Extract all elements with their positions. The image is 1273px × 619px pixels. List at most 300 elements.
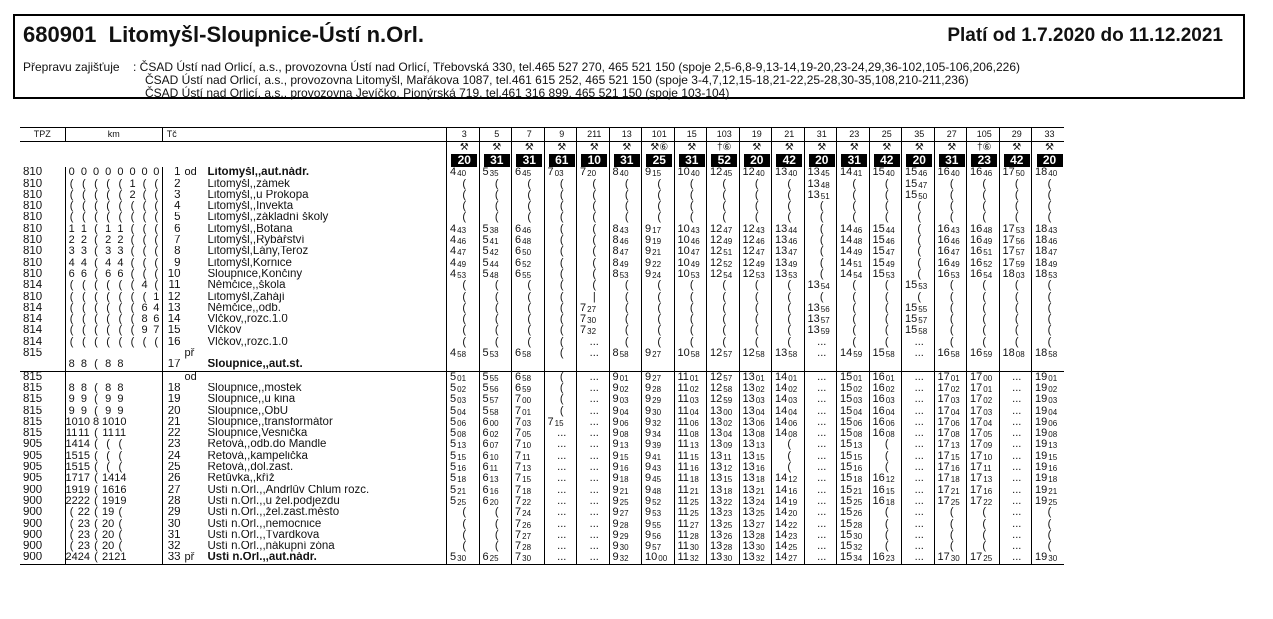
tc-cell: 12 bbox=[163, 292, 183, 303]
km-cell: ( bbox=[94, 495, 98, 507]
minutes: 25 bbox=[983, 554, 993, 564]
departure-time: $12_{59}$ bbox=[707, 394, 740, 405]
km-cell: 2 bbox=[129, 189, 136, 201]
km-cell: ( bbox=[106, 336, 110, 348]
minutes: 47 bbox=[1048, 248, 1058, 258]
trip-day-code: 20 bbox=[1037, 154, 1063, 167]
stop-name: Sloupnice,,mostek bbox=[207, 382, 302, 394]
km-cell: 14 bbox=[102, 473, 115, 485]
departure-time: ( bbox=[609, 325, 642, 336]
trip-day-code: 25 bbox=[646, 154, 672, 167]
departure-time: $13_{16}$ bbox=[739, 462, 772, 473]
carrier-label: Přepravu zajišťuje bbox=[23, 60, 120, 74]
minutes: 58 bbox=[522, 350, 532, 360]
departure-time: $14_{16}$ bbox=[772, 485, 805, 496]
departure-time: ( bbox=[674, 280, 707, 291]
departure-time: $17_{02}$ bbox=[934, 383, 967, 394]
departure-time: $9_{27}$ bbox=[609, 507, 642, 518]
km-cell: ( bbox=[65, 337, 78, 348]
minutes: 25 bbox=[853, 497, 863, 507]
timetable bbox=[20, 127, 1064, 565]
km-cell: 8 bbox=[105, 359, 112, 371]
minutes: 15 bbox=[457, 452, 467, 462]
departure-time: ( bbox=[544, 394, 577, 405]
departure-time bbox=[544, 359, 577, 371]
tc-cell: 18 bbox=[163, 383, 183, 394]
km-cell: 3 bbox=[80, 246, 87, 258]
departure-time: ( bbox=[934, 292, 967, 303]
minutes: 30 bbox=[689, 543, 699, 553]
minutes: 48 bbox=[652, 486, 662, 496]
km-cell: ( bbox=[65, 519, 78, 530]
km-cell: ( bbox=[142, 235, 147, 247]
trip-day-cell bbox=[772, 153, 805, 167]
departure-time: ... bbox=[804, 519, 837, 530]
departure-time: ( bbox=[739, 190, 772, 201]
departure-time: $15_{16}$ bbox=[837, 462, 870, 473]
departure-time bbox=[674, 359, 707, 371]
departure-time: $11_{15}$ bbox=[674, 451, 707, 462]
departure-time: $19_{04}$ bbox=[1032, 406, 1065, 417]
stop-name: Litomyšl,,aut.nádr. bbox=[207, 167, 310, 179]
km-cell: ( bbox=[118, 450, 123, 462]
departure-time: $13_{04}$ bbox=[739, 406, 772, 417]
departure-time: ( bbox=[967, 507, 1000, 518]
departure-time: $14_{46}$ bbox=[837, 224, 870, 235]
departure-time: ( bbox=[934, 541, 967, 552]
departure-time: ( bbox=[804, 235, 837, 246]
minutes: 50 bbox=[1015, 169, 1025, 179]
minutes: 15 bbox=[652, 169, 662, 179]
departure-time: $19_{13}$ bbox=[1032, 439, 1065, 450]
arr-dep-sign: od bbox=[184, 167, 197, 179]
km-cell: 14 bbox=[65, 439, 78, 451]
stop-name: Litomyšl,,základní školy bbox=[207, 212, 329, 224]
trip-day-code: 31 bbox=[516, 154, 542, 167]
tc-cell: 11 bbox=[163, 280, 183, 291]
minutes: 01 bbox=[788, 373, 798, 383]
km-cell: 20 bbox=[102, 541, 115, 553]
km-cell: ( bbox=[142, 268, 147, 280]
trip-mark-icon: ⚒ bbox=[1032, 142, 1065, 154]
minutes: 16 bbox=[853, 464, 863, 474]
departure-time: ( bbox=[837, 337, 870, 348]
minutes: 06 bbox=[788, 418, 798, 428]
minutes: 02 bbox=[788, 384, 798, 394]
tpz-cell: 810 bbox=[23, 178, 43, 190]
minutes: 19 bbox=[788, 497, 798, 507]
km-cell bbox=[139, 406, 151, 417]
departure-time: $11_{30}$ bbox=[674, 541, 707, 552]
departure-time: $10_{00}$ bbox=[642, 552, 675, 564]
departure-time: ... bbox=[999, 473, 1032, 484]
departure-time: ( bbox=[967, 541, 1000, 552]
departure-time: $10_{53}$ bbox=[674, 269, 707, 280]
km-cell: ( bbox=[142, 212, 147, 224]
tpz-cell: 815 bbox=[23, 382, 43, 394]
departure-time: ( bbox=[999, 325, 1032, 336]
stop-name: Litomyšl,,Botana bbox=[207, 223, 293, 235]
tpz-cell: 815 bbox=[23, 394, 43, 406]
minutes: 27 bbox=[587, 304, 597, 314]
departure-time: $5_{18}$ bbox=[447, 473, 480, 484]
arr-dep-sign bbox=[183, 394, 205, 405]
trip-mark-icon: ⚒ bbox=[544, 142, 577, 154]
minutes: 27 bbox=[755, 520, 765, 530]
minutes: 57 bbox=[1015, 248, 1025, 258]
km-cell: ( bbox=[142, 178, 147, 190]
minutes: 08 bbox=[457, 430, 467, 440]
departure-time: $15_{15}$ bbox=[837, 451, 870, 462]
km-cell: 19 bbox=[65, 484, 78, 496]
departure-time: ( bbox=[512, 292, 545, 303]
departure-time: $9_{08}$ bbox=[609, 428, 642, 439]
departure-time: ( bbox=[739, 292, 772, 303]
minutes: 42 bbox=[489, 248, 499, 258]
km-cell: ( bbox=[130, 336, 135, 348]
departure-time: $5_{04}$ bbox=[447, 406, 480, 417]
minutes: 25 bbox=[489, 554, 499, 564]
minutes: 48 bbox=[983, 225, 993, 235]
minutes: 25 bbox=[619, 497, 629, 507]
tc-cell bbox=[163, 371, 183, 383]
arr-dep-sign bbox=[183, 224, 205, 235]
km-cell: ( bbox=[82, 280, 86, 292]
departure-time: ... bbox=[544, 485, 577, 496]
trip-day-code: 61 bbox=[549, 154, 575, 167]
departure-time: ( bbox=[642, 314, 675, 325]
tc-cell: 33 bbox=[163, 552, 183, 564]
km-cell: ( bbox=[94, 223, 98, 235]
km-cell bbox=[127, 507, 139, 518]
departure-time: ( bbox=[447, 519, 480, 530]
trip-day-cell bbox=[544, 153, 577, 167]
departure-time: ( bbox=[544, 190, 577, 201]
km-cell bbox=[139, 383, 151, 394]
km-cell bbox=[127, 439, 139, 450]
departure-time: ... bbox=[999, 541, 1032, 552]
km-cell: 17 bbox=[77, 473, 90, 485]
minutes: 18 bbox=[755, 475, 765, 485]
tc-cell: 5 bbox=[163, 212, 183, 223]
departure-time: $17_{03}$ bbox=[967, 406, 1000, 417]
km-cell: 23 bbox=[77, 541, 90, 553]
departure-time: ( bbox=[577, 246, 610, 257]
departure-time: ( bbox=[772, 314, 805, 325]
trip-day-cell bbox=[739, 153, 772, 167]
departure-time: $10_{47}$ bbox=[674, 246, 707, 257]
departure-time: ... bbox=[999, 406, 1032, 417]
departure-time: ( bbox=[999, 337, 1032, 348]
km-cell: ( bbox=[82, 302, 86, 314]
departure-time: $11_{16}$ bbox=[674, 462, 707, 473]
departure-time: ( bbox=[1032, 190, 1065, 201]
minutes: 53 bbox=[690, 270, 700, 280]
tpz-cell: 810 bbox=[23, 201, 43, 213]
departure-time: $6_{20}$ bbox=[479, 496, 512, 507]
departure-time: ( bbox=[674, 337, 707, 348]
departure-time: ... bbox=[804, 394, 837, 405]
departure-time: $7_{03}$ bbox=[544, 167, 577, 178]
departure-time: ( bbox=[999, 292, 1032, 303]
departure-time: $9_{43}$ bbox=[642, 462, 675, 473]
minutes: 08 bbox=[1015, 350, 1025, 360]
trip-day-cell bbox=[967, 153, 1000, 167]
tpz-cell: 815 bbox=[23, 405, 43, 417]
departure-time: ... bbox=[577, 348, 610, 359]
departure-time: ( bbox=[479, 303, 512, 314]
km-cell: ( bbox=[82, 201, 86, 213]
departure-time: ... bbox=[902, 439, 935, 450]
minutes: 26 bbox=[522, 520, 532, 530]
departure-time: $12_{52}$ bbox=[707, 258, 740, 269]
departure-time: $12_{46}$ bbox=[739, 235, 772, 246]
minutes: 30 bbox=[950, 554, 960, 564]
departure-time: $13_{30}$ bbox=[707, 552, 740, 564]
minutes: 11 bbox=[489, 464, 498, 474]
departure-time: ( bbox=[934, 201, 967, 212]
departure-time: $12_{58}$ bbox=[739, 348, 772, 359]
km-cell: ( bbox=[94, 257, 98, 269]
departure-time: $5_{38}$ bbox=[479, 224, 512, 235]
km-cell: ( bbox=[154, 189, 159, 201]
departure-time: ( bbox=[739, 212, 772, 223]
km-cell bbox=[127, 417, 139, 428]
departure-time: ( bbox=[1032, 519, 1065, 530]
departure-time: $16_{47}$ bbox=[934, 246, 967, 257]
tpz-cell bbox=[20, 359, 65, 371]
departure-time: ( bbox=[739, 303, 772, 314]
departure-time: ( bbox=[837, 179, 870, 190]
departure-time bbox=[772, 359, 805, 371]
minutes: 50 bbox=[522, 248, 532, 258]
departure-time: ... bbox=[577, 417, 610, 428]
minutes: 59 bbox=[522, 384, 532, 394]
stop-name bbox=[205, 371, 447, 383]
departure-time: ( bbox=[902, 235, 935, 246]
departure-time: $6_{02}$ bbox=[479, 428, 512, 439]
table-row bbox=[20, 224, 1064, 235]
km-cell: ( bbox=[106, 291, 110, 303]
km-cell: ( bbox=[94, 541, 98, 553]
trip-day-cell bbox=[902, 153, 935, 167]
table-row bbox=[20, 212, 1064, 223]
minutes: 06 bbox=[1048, 418, 1058, 428]
departure-time: $4_{46}$ bbox=[447, 235, 480, 246]
minutes: 28 bbox=[723, 543, 733, 553]
minutes: 13 bbox=[619, 441, 629, 451]
departure-time: ( bbox=[479, 201, 512, 212]
km-cell: ( bbox=[154, 212, 159, 224]
table-row bbox=[20, 530, 1064, 541]
departure-time: $18_{08}$ bbox=[999, 348, 1032, 359]
table-row bbox=[20, 473, 1064, 484]
km-cell: 19 bbox=[102, 495, 115, 507]
departure-time: ... bbox=[577, 394, 610, 405]
departure-time: $9_{19}$ bbox=[642, 235, 675, 246]
departure-time: $7_{30}$ bbox=[512, 552, 545, 564]
departure-time: $17_{01}$ bbox=[967, 383, 1000, 394]
arr-dep-sign bbox=[183, 383, 205, 394]
km-cell: 19 bbox=[114, 495, 127, 507]
minutes: 43 bbox=[755, 225, 765, 235]
km-cell: 23 bbox=[77, 529, 90, 541]
minutes: 01 bbox=[457, 373, 467, 383]
departure-time: $7_{22}$ bbox=[512, 496, 545, 507]
minutes: 49 bbox=[1048, 259, 1058, 269]
departure-time bbox=[869, 359, 902, 371]
trip-number: 21 bbox=[772, 128, 805, 142]
minutes: 53 bbox=[755, 270, 765, 280]
minutes: 34 bbox=[652, 430, 662, 440]
departure-time: $6_{50}$ bbox=[512, 246, 545, 257]
km-cell: 15 bbox=[77, 462, 90, 474]
departure-time: ( bbox=[934, 519, 967, 530]
departure-time: $4_{49}$ bbox=[447, 258, 480, 269]
departure-time: $19_{01}$ bbox=[1032, 371, 1065, 383]
table-row bbox=[20, 428, 1064, 439]
departure-time: ( bbox=[869, 507, 902, 518]
departure-time: $14_{04}$ bbox=[772, 406, 805, 417]
km-cell bbox=[127, 462, 139, 473]
departure-time: $11_{02}$ bbox=[674, 383, 707, 394]
departure-time: $11_{01}$ bbox=[674, 371, 707, 383]
departure-time: $13_{28}$ bbox=[707, 541, 740, 552]
departure-time: ( bbox=[447, 212, 480, 223]
departure-time: $11_{25}$ bbox=[674, 496, 707, 507]
departure-time: ... bbox=[902, 348, 935, 359]
departure-time: ( bbox=[674, 212, 707, 223]
departure-time: $6_{55}$ bbox=[512, 269, 545, 280]
km-cell: 8 bbox=[105, 382, 112, 394]
tpz-cell: 814 bbox=[23, 280, 43, 292]
departure-time bbox=[1032, 359, 1065, 371]
departure-time: ... bbox=[804, 371, 837, 383]
table-row bbox=[20, 359, 1064, 371]
minutes: 46 bbox=[619, 237, 629, 247]
km-cell: ( bbox=[106, 450, 110, 462]
stop-name: Ústí n.Orl.,,u žel.podjezdu bbox=[207, 495, 340, 507]
km-cell: 0 bbox=[65, 167, 78, 178]
departure-time: $14_{22}$ bbox=[772, 519, 805, 530]
minutes: 53 bbox=[885, 270, 895, 280]
minutes: 49 bbox=[950, 259, 960, 269]
departure-time: $19_{18}$ bbox=[1032, 473, 1065, 484]
km-cell: 8 bbox=[80, 359, 87, 371]
minutes: 30 bbox=[1048, 554, 1058, 564]
minutes: 03 bbox=[755, 396, 765, 406]
departure-time: $9_{15}$ bbox=[609, 451, 642, 462]
stop-name: Sloupnice,,aut.st. bbox=[207, 359, 303, 371]
minutes: 57 bbox=[489, 396, 499, 406]
departure-time: ( bbox=[544, 280, 577, 291]
departure-time: $13_{15}$ bbox=[739, 451, 772, 462]
minutes: 53 bbox=[457, 270, 467, 280]
departure-time: ( bbox=[869, 451, 902, 462]
trip-day-cell bbox=[609, 153, 642, 167]
departure-time: ( bbox=[772, 439, 805, 450]
departure-time: $15_{47}$ bbox=[869, 246, 902, 257]
trip-number: 25 bbox=[869, 128, 902, 142]
departure-time: $9_{06}$ bbox=[609, 417, 642, 428]
departure-time: $13_{23}$ bbox=[707, 507, 740, 518]
departure-time: ... bbox=[902, 428, 935, 439]
minutes: 45 bbox=[723, 169, 733, 179]
km-cell: 0 bbox=[80, 167, 87, 179]
km-cell bbox=[78, 348, 90, 359]
minutes: 02 bbox=[885, 384, 895, 394]
table-row bbox=[20, 179, 1064, 190]
km-cell bbox=[139, 507, 151, 518]
departure-time: ( bbox=[707, 337, 740, 348]
minutes: 56 bbox=[820, 304, 830, 314]
departure-time: $15_{34}$ bbox=[837, 552, 870, 564]
km-cell: ( bbox=[118, 189, 123, 201]
trip-number: 33 bbox=[1032, 128, 1065, 142]
departure-time: ... bbox=[999, 371, 1032, 383]
departure-time: ... bbox=[804, 451, 837, 462]
departure-time: ... bbox=[902, 371, 935, 383]
tpz-cell: 810 bbox=[23, 291, 43, 303]
minutes: 15 bbox=[723, 475, 733, 485]
departure-time: $9_{01}$ bbox=[609, 371, 642, 383]
departure-time: ( bbox=[934, 280, 967, 291]
km-cell: 24 bbox=[77, 552, 90, 564]
departure-time: $14_{01}$ bbox=[772, 371, 805, 383]
departure-time: $16_{52}$ bbox=[967, 258, 1000, 269]
departure-time: $14_{19}$ bbox=[772, 496, 805, 507]
departure-time: ( bbox=[577, 224, 610, 235]
km-cell: ( bbox=[94, 189, 98, 201]
km-cell: 22 bbox=[65, 495, 78, 507]
departure-time: ( bbox=[707, 325, 740, 336]
tc-cell: 14 bbox=[163, 314, 183, 325]
minutes: 13 bbox=[755, 441, 765, 451]
minutes: 02 bbox=[950, 384, 960, 394]
departure-time: $13_{54}$ bbox=[804, 280, 837, 291]
km-cell: ( bbox=[154, 246, 159, 258]
km-cell bbox=[151, 383, 163, 394]
arr-dep-sign bbox=[183, 212, 205, 223]
line-number: 680901 bbox=[23, 22, 97, 47]
departure-time: $15_{30}$ bbox=[837, 530, 870, 541]
departure-time: ... bbox=[902, 507, 935, 518]
departure-time: $13_{26}$ bbox=[707, 530, 740, 541]
minutes: 18 bbox=[689, 475, 699, 485]
km-cell: ( bbox=[154, 235, 159, 247]
departure-time: $16_{49}$ bbox=[934, 258, 967, 269]
trip-day-code: 42 bbox=[874, 154, 900, 167]
tpz-cell: 810 bbox=[23, 246, 43, 258]
km-cell bbox=[127, 541, 139, 552]
km-cell: ( bbox=[154, 257, 159, 269]
km-cell: ( bbox=[94, 439, 98, 451]
tpz-cell: 815 bbox=[20, 371, 65, 383]
km-cell: 9 bbox=[65, 406, 78, 417]
minutes: 53 bbox=[619, 270, 629, 280]
minutes: 22 bbox=[723, 497, 733, 507]
departure-time: $15_{02}$ bbox=[837, 383, 870, 394]
km-cell bbox=[127, 496, 139, 507]
arr-dep-sign bbox=[183, 530, 205, 541]
tc-cell: 13 bbox=[163, 303, 183, 314]
departure-time: $7_{28}$ bbox=[512, 541, 545, 552]
km-cell: 6 bbox=[105, 268, 112, 280]
minutes: 01 bbox=[983, 384, 993, 394]
departure-time: $19_{03}$ bbox=[1032, 394, 1065, 405]
tc-header: Tč bbox=[163, 128, 183, 142]
km-cell: ( bbox=[130, 201, 135, 213]
